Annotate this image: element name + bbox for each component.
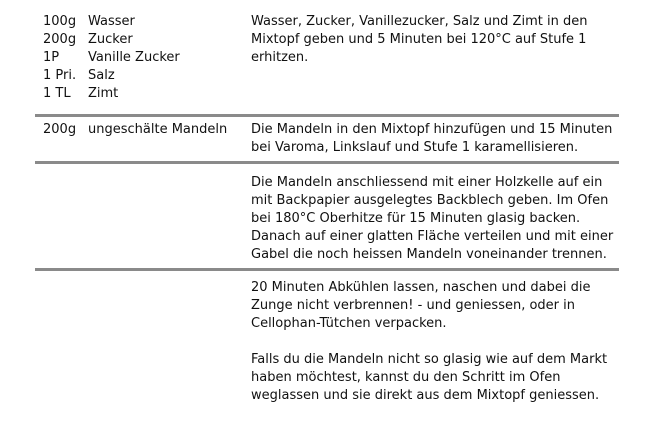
ingredient-row — [43, 13, 243, 31]
ingredient-name: Zucker — [88, 32, 133, 47]
ingredient-name: ungeschälte Mandeln — [88, 122, 228, 137]
step-divider — [35, 114, 619, 117]
ingredient-amount: 200g — [43, 32, 77, 47]
instruction-line: Gabel die noch heissen Mandeln voneinander trennen. — [251, 247, 607, 262]
ingredient-name: Vanille Zucker — [88, 50, 180, 65]
ingredient-name: Salz — [88, 68, 115, 83]
recipe-step-1 — [0, 13, 666, 108]
ingredient-row — [43, 31, 243, 49]
ingredient-amount: 100g — [43, 14, 77, 29]
instruction-text — [251, 13, 646, 67]
note-line: Falls du die Mandeln nicht so glasig wie auf dem Markt — [251, 352, 608, 367]
ingredient-list — [43, 121, 243, 139]
instruction-line: bei 180°C Oberhitze für 15 Minuten glasig backen. — [251, 211, 581, 226]
ingredient-amount: 1P — [43, 50, 60, 65]
recipe-step-2 — [0, 121, 666, 159]
instruction-line: Mixtopf geben und 5 Minuten bei 120°C auf Stufe 1 — [251, 32, 587, 47]
ingredient-row — [43, 121, 243, 139]
ingredient-row — [43, 67, 243, 85]
instruction-line: Die Mandeln anschliessend mit einer Holzkelle auf ein — [251, 175, 603, 190]
instruction-text — [251, 279, 646, 405]
instruction-line: erhitzen. — [251, 50, 309, 65]
instruction-line: Cellophan-Tütchen verpacken. — [251, 316, 447, 331]
step-divider — [35, 268, 619, 271]
ingredient-row — [43, 85, 243, 103]
recipe-step-4 — [0, 279, 666, 409]
instruction-text — [251, 174, 646, 264]
note-line: weglassen und sie direkt aus dem Mixtopf geniessen. — [251, 388, 600, 403]
instruction-line: 20 Minuten Abkühlen lassen, naschen und dabei die — [251, 280, 591, 295]
ingredient-amount: 1 Pri. — [43, 68, 77, 83]
step-divider — [35, 161, 619, 164]
instruction-line: Die Mandeln in den Mixtopf hinzufügen und 15 Minuten — [251, 122, 613, 137]
ingredient-name: Zimt — [88, 86, 119, 101]
ingredient-amount: 1 TL — [43, 86, 71, 101]
instruction-line: bei Varoma, Linkslauf und Stufe 1 karamellisieren. — [251, 140, 579, 155]
ingredient-row — [43, 49, 243, 67]
instruction-line: mit Backpapier ausgelegtes Backblech geben. Im Ofen — [251, 193, 609, 208]
ingredient-list — [43, 13, 243, 103]
instruction-line: Wasser, Zucker, Vanillezucker, Salz und Zimt in den — [251, 14, 588, 29]
ingredient-name: Wasser — [88, 14, 135, 29]
ingredient-amount: 200g — [43, 122, 77, 137]
note-line: haben möchtest, kannst du den Schritt im Ofen — [251, 370, 561, 385]
recipe-step-3 — [0, 174, 666, 266]
instruction-line: Zunge nicht verbrennen! - und geniessen, oder in — [251, 298, 576, 313]
instruction-line: Danach auf einer glatten Fläche verteilen und mit einer — [251, 229, 614, 244]
instruction-text — [251, 121, 646, 157]
paragraph-gap — [251, 333, 646, 351]
